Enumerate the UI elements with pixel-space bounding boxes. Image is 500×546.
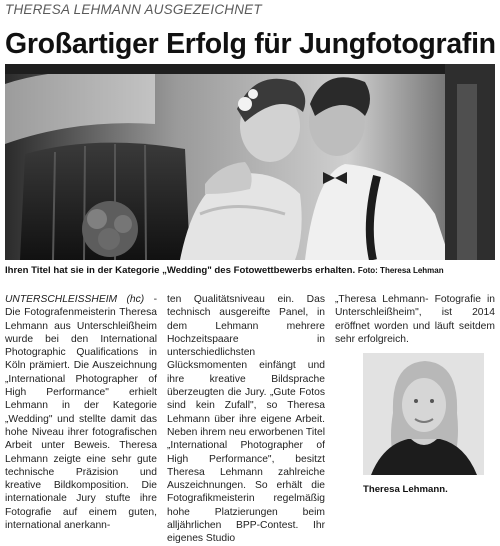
portrait-photo	[363, 353, 484, 475]
photo-caption	[5, 265, 497, 276]
article-column-2: ten Qualitätsniveau ein. Das technisch ausgereifte Panel, in dem Lehmann mehrere Hochzeitspaare in unterschiedlichsten Glücksmomenten einfängt und ihre kreative Bildsprache überzeugten die Jury. „Gute Fotos sind kein Zufall", so Theresa Lehmann über ihre eigene Arbeit. Neben ihrem neu erworbenen Titel „International Photographer of High Performance", besitzt Theresa Lehmann zahlreiche Auszeichnungen. So erhält die Fotografikmeisterin regelmäßig hohe Platzierungen beim alljährlichen BPP-Contest. Ihr eigenes Studio	[167, 294, 325, 545]
article-headline: Großartiger Erfolg für Jungfotografin	[5, 28, 496, 60]
dateline: UNTERSCHLEISSHEIM (hc)	[5, 294, 145, 305]
photo-caption-text: Ihren Titel hat sie in der Kategorie „Wedding" des Fotowettbewerbs erhalten.	[5, 265, 356, 276]
photo-credit: Foto: Theresa Lehman	[357, 266, 444, 275]
portrait-caption: Theresa Lehmann.	[363, 484, 448, 495]
article-column-3: „Theresa Lehmann- Fotografie in Unterschleißheim", ist 2014 eröffnet worden und läuft seitdem sehr erfolgreich.	[335, 294, 495, 345]
article-body-1: - Die Fotografenmeisterin Theresa Lehmann aus Unterschleißheim wurde bei den International Photographic Qualifications in Köln prämiert. Die Auszeichnung „International Photographer of High Performance" erhielt Lehmann in der Kategorie „Wedding" und stellte damit das hohe Niveau ihrer fotografischen Arbeit unter Beweis. Theresa Lehmann zeigte eine sehr gute technische Präzision und kreative Bildkomposition. Die internationale Jury stufte ihre Fotografie auf einem guten, international anerkann-	[5, 294, 157, 532]
article-column-1	[5, 293, 157, 532]
article-kicker: THERESA LEHMANN AUSGEZEICHNET	[5, 2, 262, 17]
wedding-couple-photo	[5, 64, 495, 260]
